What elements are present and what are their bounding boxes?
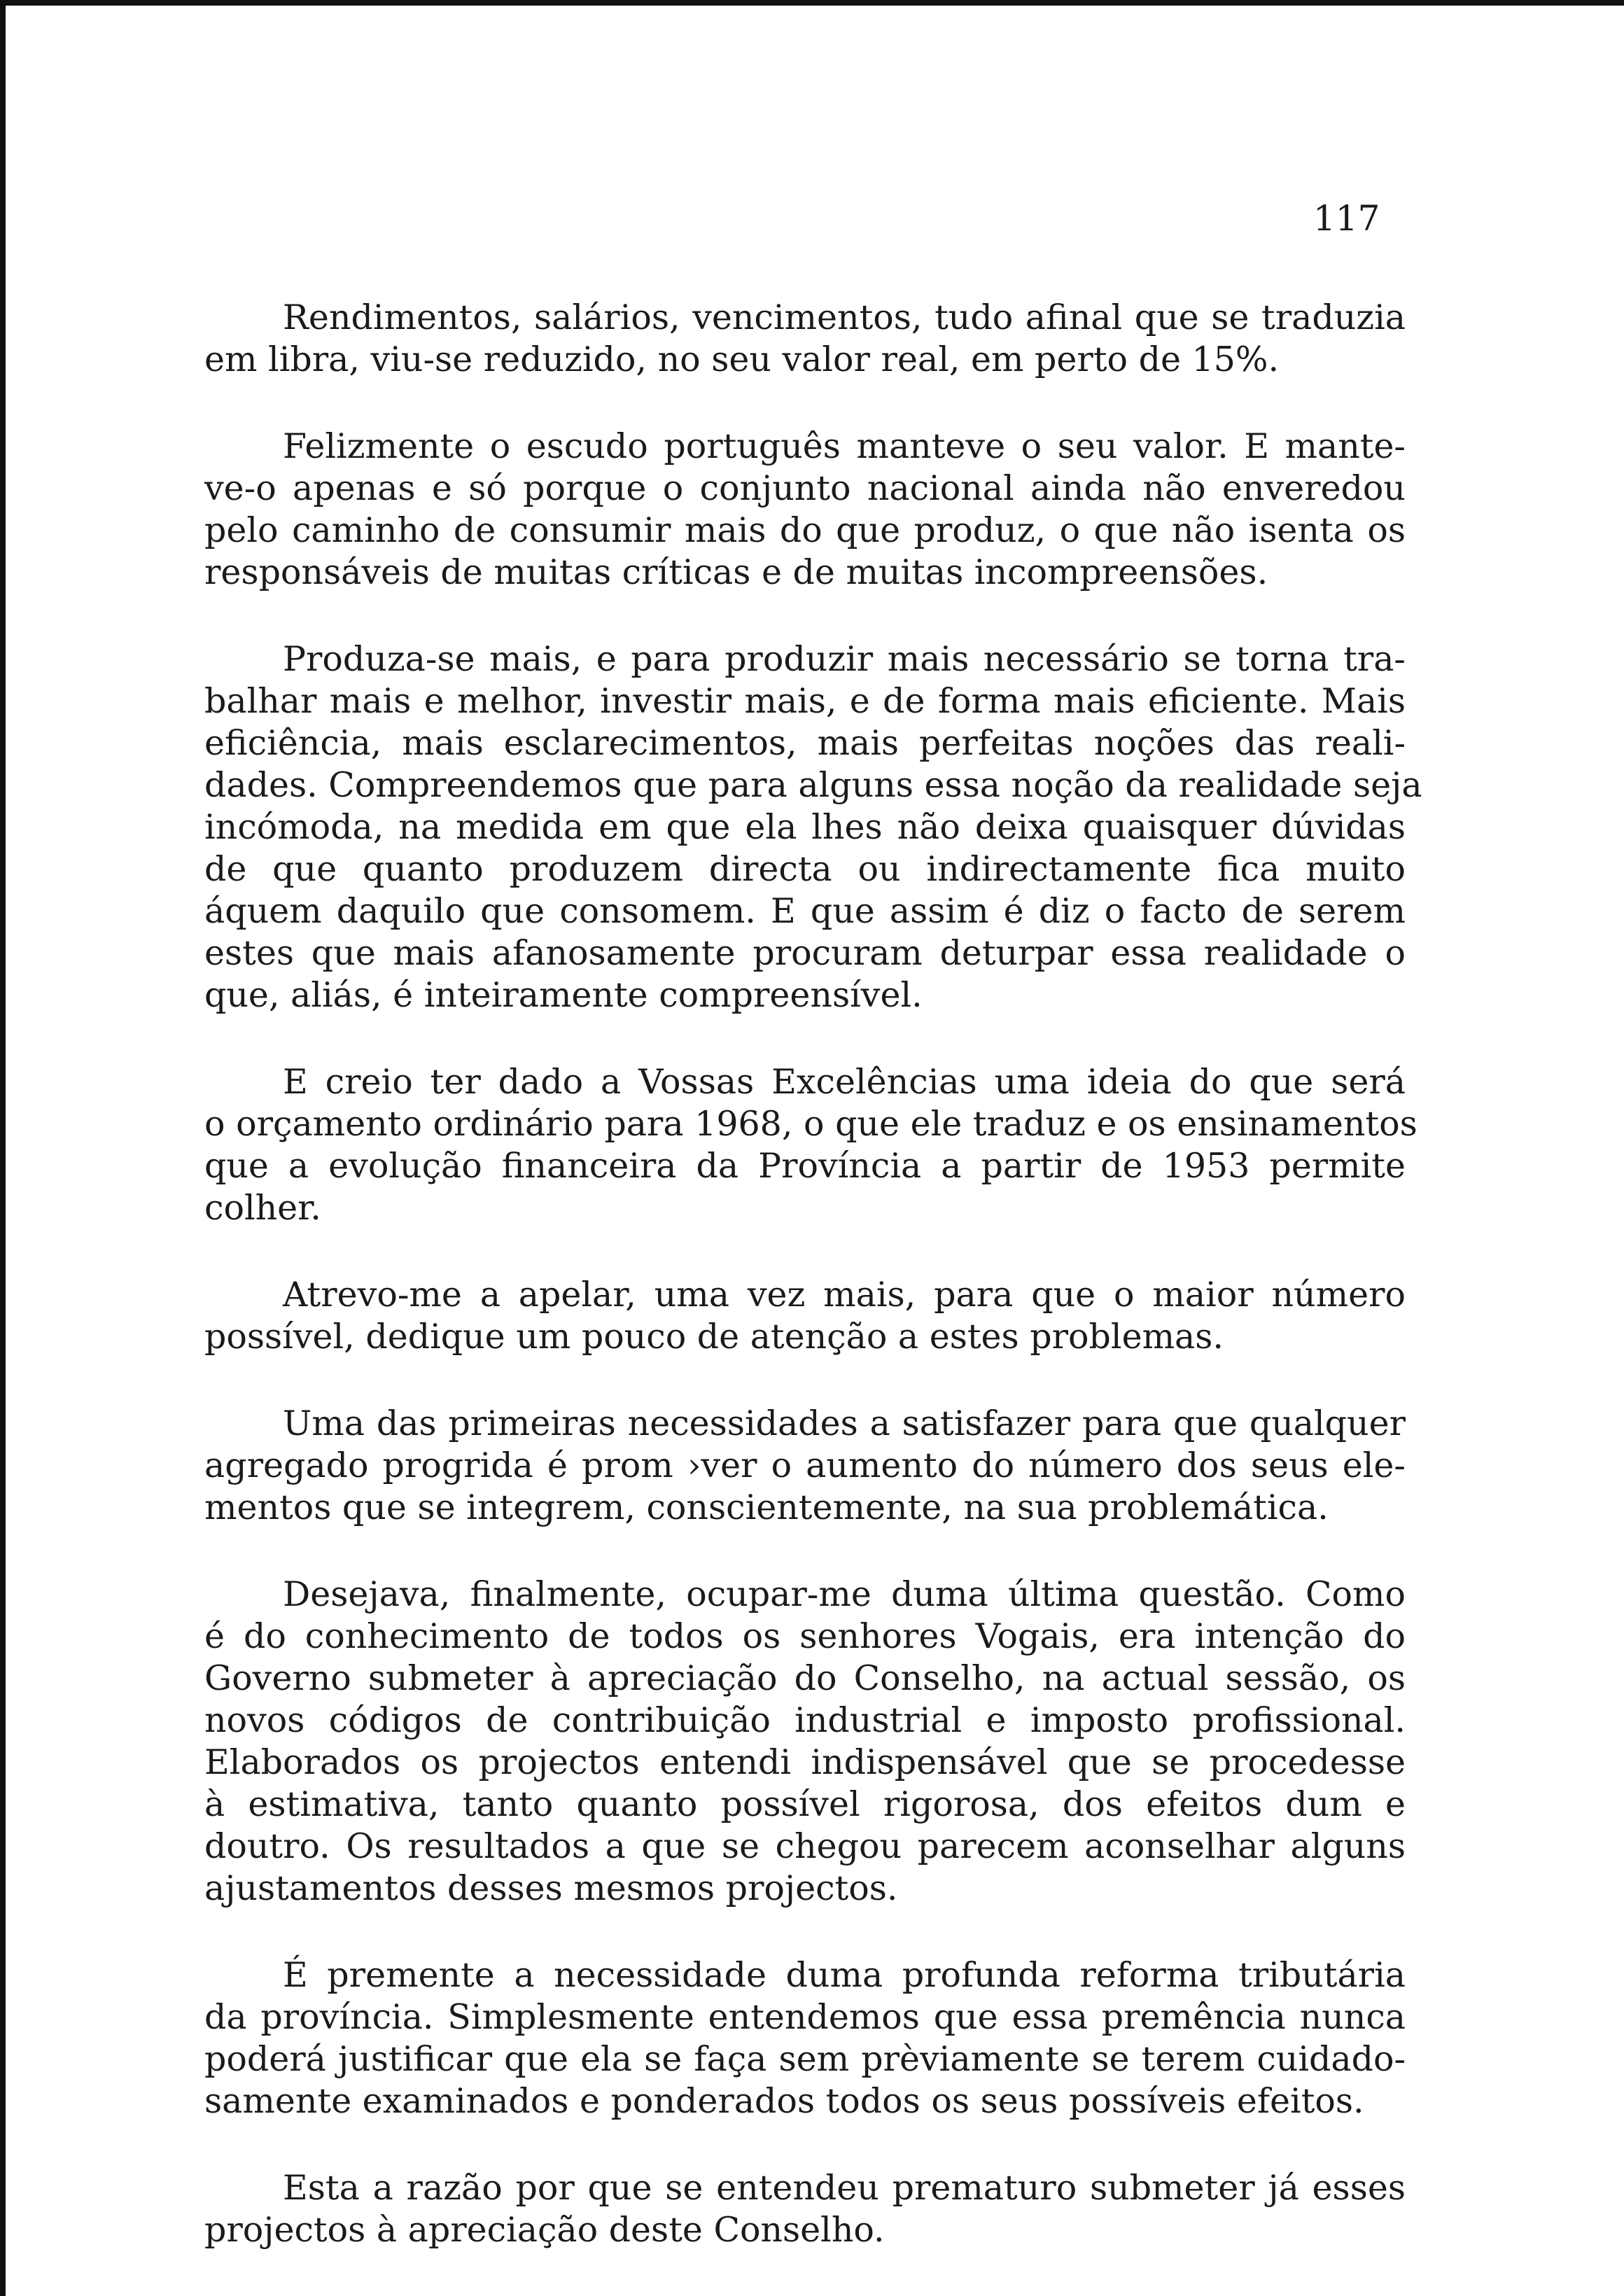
paragraph-8	[204, 1954, 1406, 2122]
scan-border-left	[0, 0, 6, 2296]
text-line: Produza-se mais, e para produzir mais necessário se torna tra-	[283, 639, 1406, 679]
text-line: colher.	[204, 1188, 321, 1228]
text-line: eficiência, mais esclarecimentos, mais perfeitas noções das reali-	[204, 723, 1406, 763]
text-line: novos códigos de contribuição industrial e imposto profissional.	[204, 1700, 1406, 1740]
text-line: estes que mais afanosamente procuram deturpar essa realidade o	[204, 933, 1406, 973]
text-line: incómoda, na medida em que ela lhes não deixa quaisquer dúvidas	[204, 807, 1406, 847]
paragraph-4	[204, 1061, 1418, 1229]
text-line: Desejava, finalmente, ocupar-me duma última questão. Como	[283, 1574, 1406, 1614]
text-line: é do conhecimento de todos os senhores Vogais, era intenção do	[204, 1616, 1406, 1656]
text-line: Esta a razão por que se entendeu prematuro submeter já esses	[283, 2168, 1406, 2208]
text-line: o orçamento ordinário para 1968, o que ele traduz e os ensinamentos	[204, 1104, 1418, 1144]
paragraph-5	[204, 1274, 1406, 1358]
text-line: doutro. Os resultados a que se chegou parecem aconselhar alguns	[204, 1826, 1406, 1866]
text-line: mentos que se integrem, conscientemente, na sua problemática.	[204, 1488, 1329, 1527]
paragraph-1	[204, 297, 1406, 381]
paragraph-3	[204, 638, 1422, 1016]
text-line: Atrevo-me a apelar, uma vez mais, para que o maior número	[283, 1275, 1406, 1315]
paragraph-7	[204, 1574, 1406, 1910]
text-line: samente examinados e ponderados todos os seus possíveis efeitos.	[204, 2081, 1364, 2121]
text-line: ajustamentos desses mesmos projectos.	[204, 1868, 898, 1908]
text-line: que, aliás, é inteiramente compreensível.	[204, 975, 923, 1015]
text-line: pelo caminho de consumir mais do que produz, o que não isenta os	[204, 510, 1406, 550]
text-line: Governo submeter à apreciação do Conselho, na actual sessão, os	[204, 1658, 1406, 1698]
paragraph-9	[204, 2167, 1406, 2251]
text-line: balhar mais e melhor, investir mais, e de forma mais eficiente. Mais	[204, 681, 1406, 721]
text-line: Elaborados os projectos entendi indispensável que se procedesse	[204, 1742, 1406, 1782]
paragraph-6	[204, 1403, 1406, 1529]
text-line: da província. Simplesmente entendemos que essa premência nunca	[204, 1997, 1406, 2037]
page-number: 117	[1313, 198, 1380, 239]
text-line: possível, dedique um pouco de atenção a estes problemas.	[204, 1317, 1224, 1357]
text-line: em libra, viu-se reduzido, no seu valor real, em perto de 15%.	[204, 340, 1280, 379]
text-line: Felizmente o escudo português manteve o seu valor. E mante-	[283, 426, 1406, 466]
text-line: agregado progrida é prom ›ver o aumento do número dos seus ele-	[204, 1446, 1406, 1485]
text-line: de que quanto produzem directa ou indirectamente fica muito	[204, 849, 1406, 889]
text-line: E creio ter dado a Vossas Excelências uma ideia do que será	[283, 1062, 1406, 1102]
text-line: áquem daquilo que consomem. E que assim é diz o facto de serem	[204, 891, 1406, 931]
text-line: poderá justificar que ela se faça sem prèviamente se terem cuidado-	[204, 2039, 1406, 2079]
text-line: Uma das primeiras necessidades a satisfazer para que qualquer	[283, 1404, 1406, 1443]
text-line: ve-o apenas e só porque o conjunto nacional ainda não enveredou	[204, 468, 1406, 508]
text-line: à estimativa, tanto quanto possível rigorosa, dos efeitos dum e	[204, 1784, 1406, 1824]
paragraph-2	[204, 426, 1406, 594]
text-line: dades. Compreendemos que para alguns essa noção da realidade seja	[204, 765, 1422, 805]
text-line: Rendimentos, salários, vencimentos, tudo afinal que se traduzia	[283, 298, 1406, 337]
text-line: responsáveis de muitas críticas e de muitas incompreensões.	[204, 552, 1268, 592]
text-line: É premente a necessidade duma profunda reforma tributária	[283, 1955, 1406, 1995]
body-text	[204, 297, 1422, 2296]
text-line: projectos à apreciação deste Conselho.	[204, 2210, 885, 2250]
text-line: que a evolução financeira da Província a partir de 1953 permite	[204, 1146, 1406, 1186]
scan-border-top	[0, 0, 1624, 6]
